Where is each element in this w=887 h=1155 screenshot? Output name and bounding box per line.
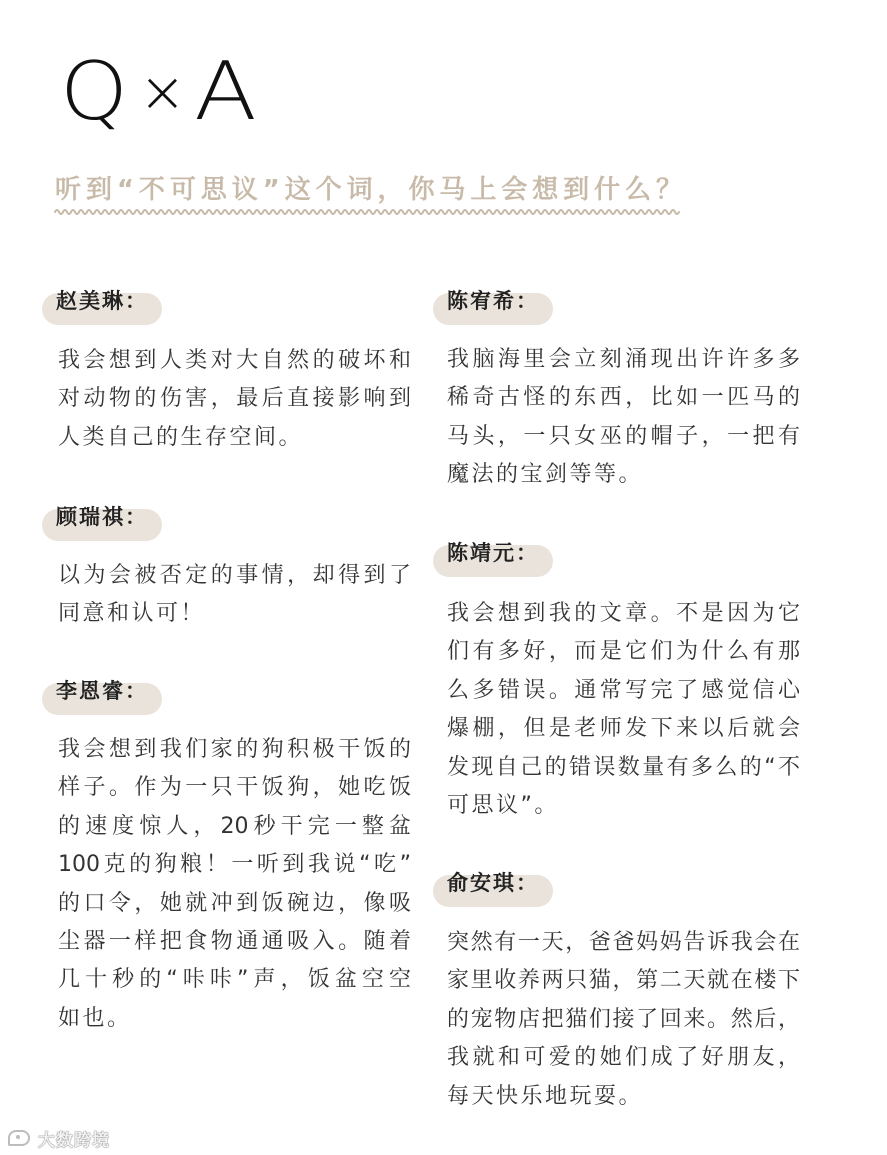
watermark-text: 大数跨境 <box>38 1130 110 1151</box>
answer-line: 如也。 <box>58 1005 132 1031</box>
watermark <box>8 1126 110 1150</box>
answer-line: 家里收养两只猫，第二天就在楼下 <box>447 968 800 994</box>
answer-line: 马头，一只女巫的帽子，一把有 <box>447 423 800 449</box>
answer-line: 我会想到人类对大自然的破坏和 <box>58 348 411 373</box>
answer-line: 人类自己的生存空间。 <box>58 424 304 450</box>
answer-text <box>58 557 411 634</box>
respondent-name: 陈宥希： <box>447 289 539 313</box>
answer-text <box>447 924 800 1116</box>
respondent-name-tag <box>42 502 162 542</box>
answer-text <box>447 595 800 825</box>
answer-line: 我脑海里会立刻涌现出许许多多 <box>447 347 800 372</box>
answer-line: 魔法的宝剑等等。 <box>447 462 644 488</box>
respondent-name: 赵美琳： <box>56 289 148 313</box>
respondent-name: 顾瑞祺： <box>56 505 148 529</box>
answer-line: 我会想到我们家的狗积极干饭的 <box>58 737 411 762</box>
answer-line: 每天快乐地玩耍。 <box>447 1083 644 1109</box>
answer-line: 的宠物店把猫们接了回来。然后， <box>447 1006 800 1032</box>
header-letter-a: A <box>194 45 257 138</box>
question-heading: 听到“不可思议”这个词，你马上会想到什么？ <box>55 175 682 205</box>
answer-line: 以为会被否定的事情，却得到了 <box>58 563 411 588</box>
header-letter-q: Q <box>60 45 129 138</box>
answer-line: 同意和认可！ <box>58 601 206 627</box>
respondent-name: 俞安琪： <box>447 871 539 895</box>
answer-line: 爆棚，但是老师发下来以后就会 <box>447 716 800 742</box>
watermark-logo-icon <box>8 1130 30 1146</box>
answer-line: 的口令，她就冲到饭碗边，像吸 <box>58 890 411 916</box>
answer-line: 几十秒的“咔咔”声，饭盆空空 <box>58 967 411 993</box>
answer-line: 的速度惊人，20秒干完一整盆 <box>58 813 411 839</box>
answer-line: 对动物的伤害，最后直接影响到 <box>58 386 411 412</box>
respondent-name-tag <box>433 286 553 326</box>
respondent-name: 陈靖元： <box>447 541 539 565</box>
respondent-name-tag <box>42 676 162 716</box>
answer-line: 我会想到我的文章。不是因为它 <box>447 601 800 626</box>
answer-line: 发现自己的错误数量有多么的“不 <box>447 754 800 780</box>
answer-line: 稀奇古怪的东西，比如一匹马的 <box>447 385 800 411</box>
respondent-name-tag <box>433 538 553 578</box>
respondent-name: 李恩睿： <box>56 679 148 703</box>
answer-line: 我就和可爱的她们成了好朋友， <box>447 1045 800 1071</box>
answer-line: 们有多好，而是它们为什么有那 <box>447 639 800 665</box>
answer-line: 100克的狗粮！一听到我说“吃” <box>58 852 411 878</box>
answer-line: 突然有一天，爸爸妈妈告诉我会在 <box>447 930 800 955</box>
answer-line: 样子。作为一只干饭狗，她吃饭 <box>58 775 411 801</box>
question-wavy-underline <box>55 206 682 218</box>
answer-line: 么多错误。通常写完了感觉信心 <box>447 677 800 703</box>
answer-text <box>447 341 800 495</box>
answer-text <box>58 731 411 1038</box>
answer-line: 可思议”。 <box>447 793 559 819</box>
answer-line: 尘器一样把食物通通吸入。随着 <box>58 929 411 955</box>
respondent-name-tag <box>42 286 162 326</box>
answer-text <box>58 342 411 457</box>
question-underline-wave <box>55 210 679 214</box>
header-times-sign: × <box>139 60 186 125</box>
respondent-name-tag <box>433 868 553 908</box>
